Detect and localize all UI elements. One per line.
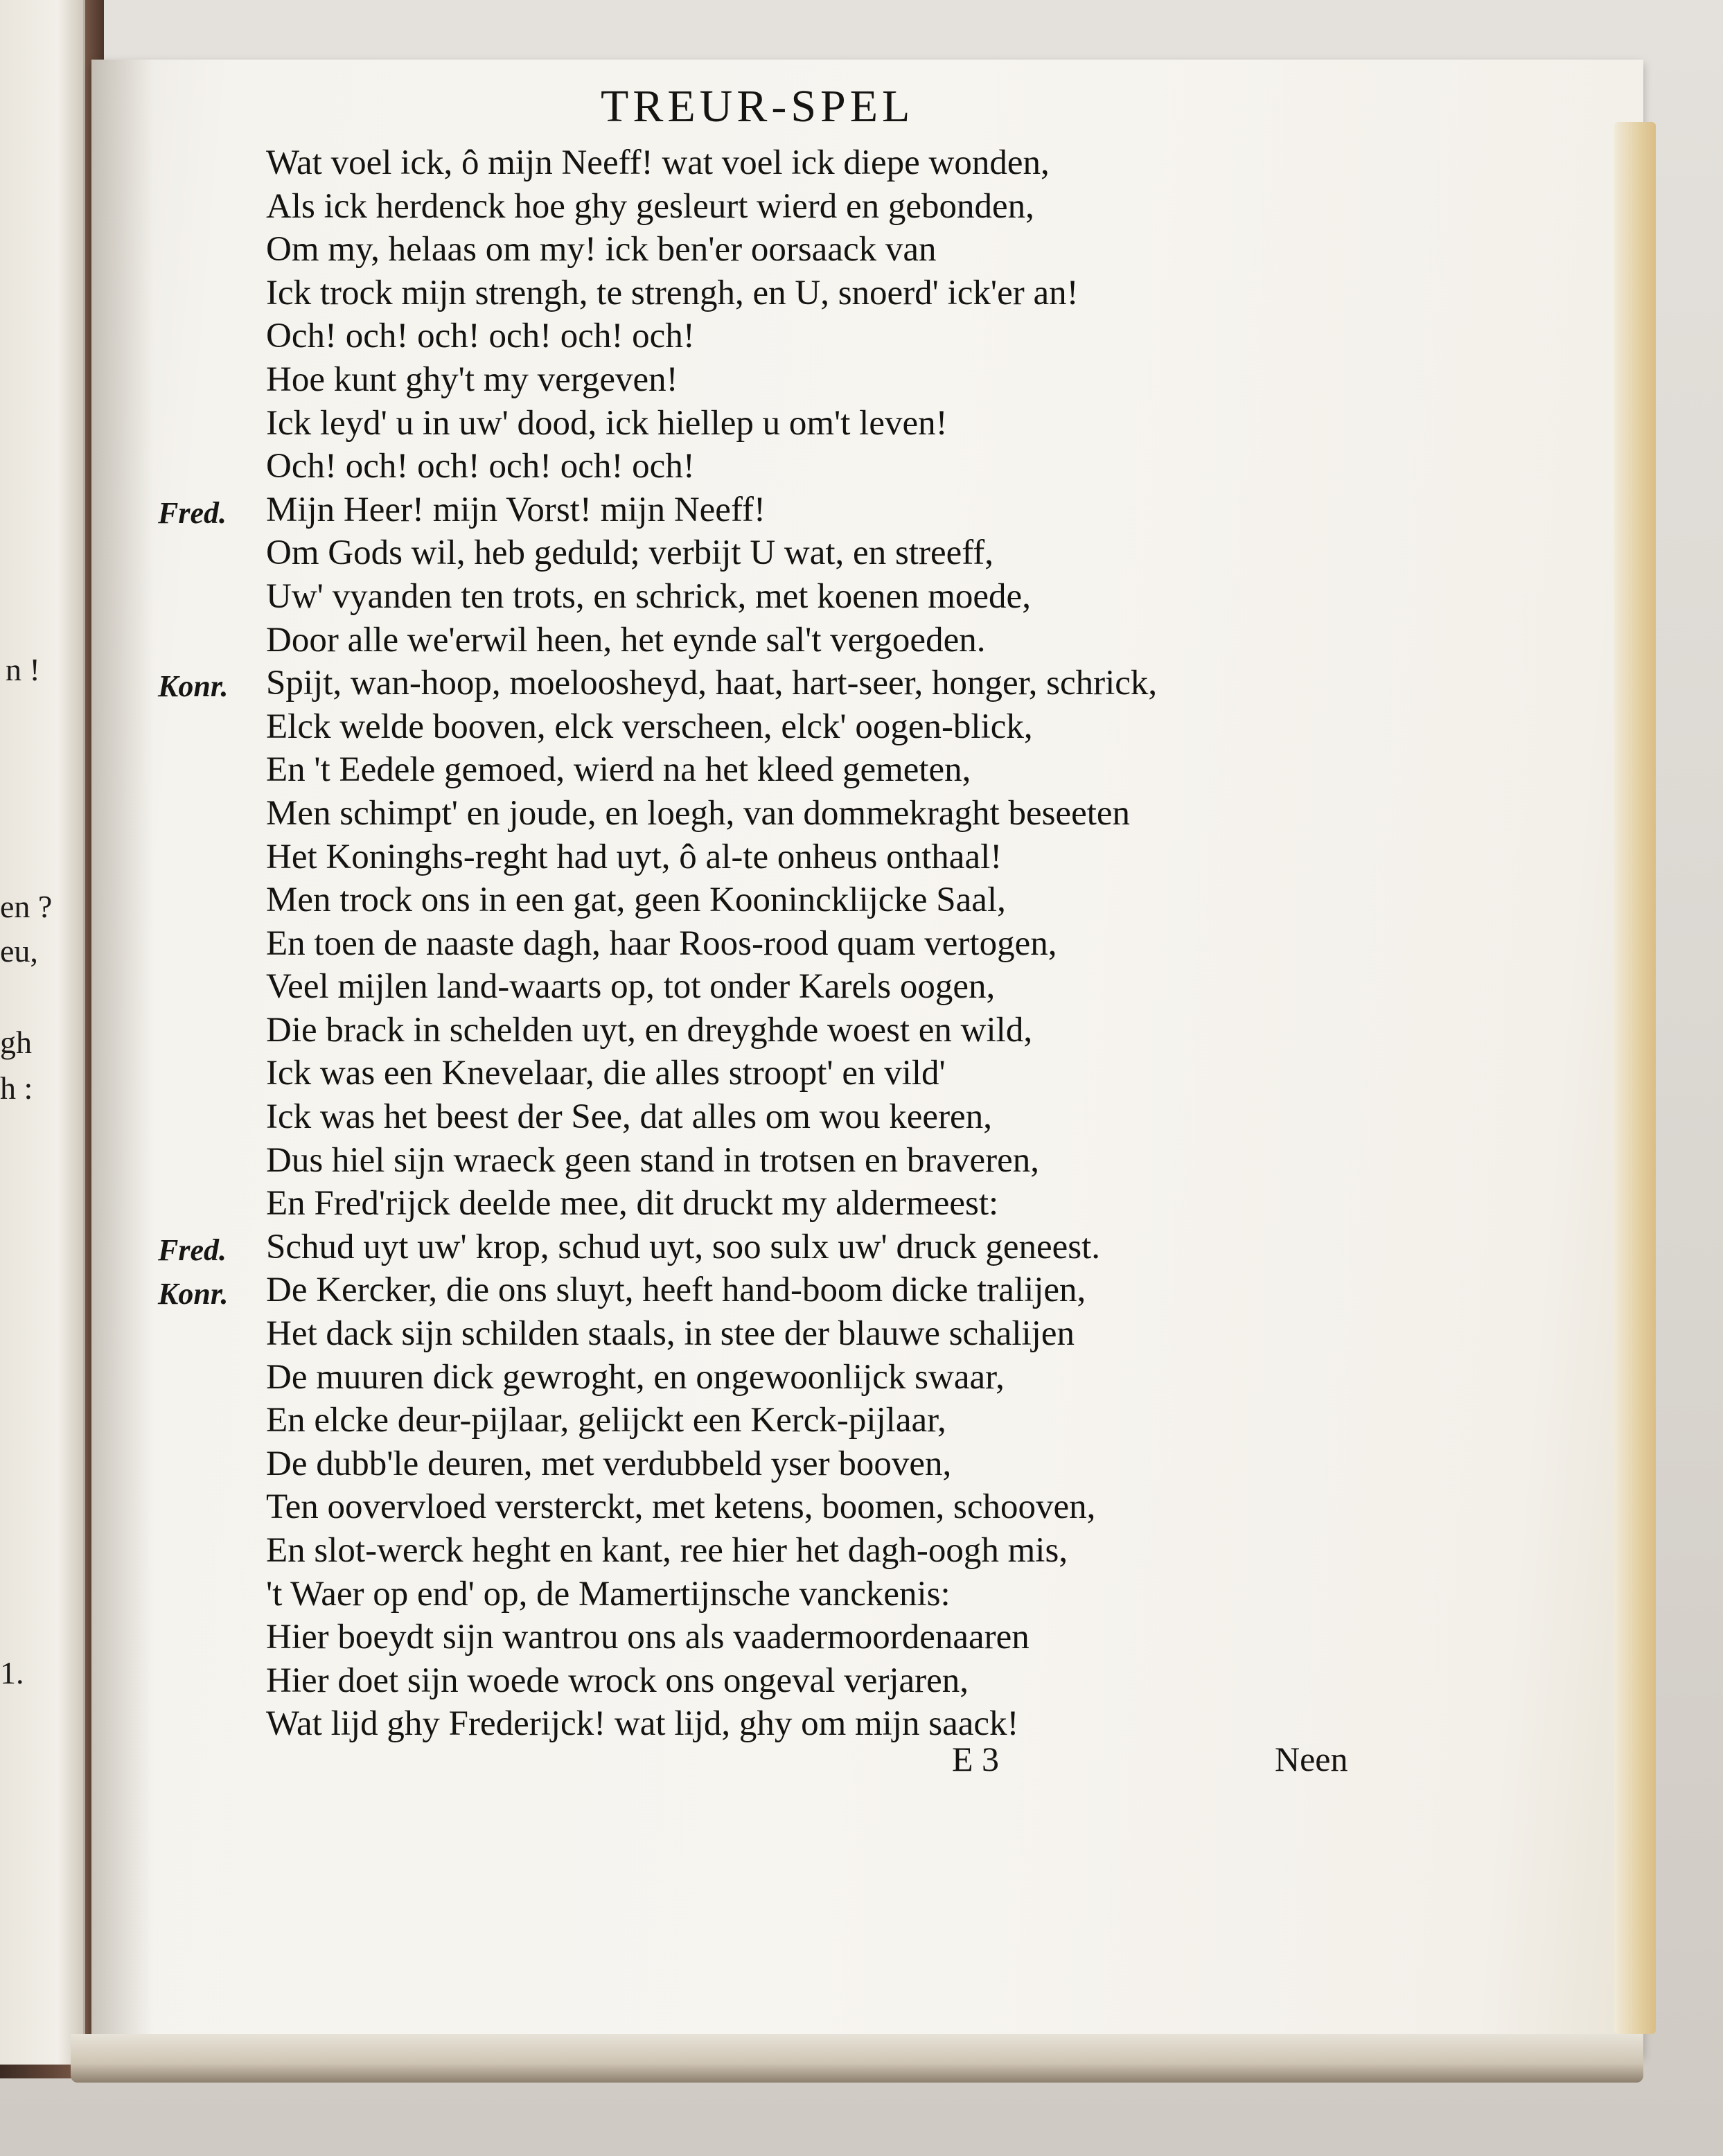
verse-line: Men trock ons in een gat, geen Koonincklijcke Saal, — [266, 881, 1006, 920]
verse-line: En toen de naaste dagh, haar Roos-rood quam vertogen, — [266, 924, 1057, 963]
verse-line: En 't Eedele gemoed, wierd na het kleed gemeten, — [266, 750, 971, 790]
verse-line: Die brack in schelden uyt, en dreyghde woest en wild, — [266, 1010, 1033, 1050]
running-head: TREUR-SPEL — [601, 81, 914, 132]
verse-line: Mijn Heer! mijn Vorst! mijn Neeff! — [266, 490, 766, 529]
book-page — [91, 60, 1643, 2055]
speaker-label: Fred. — [158, 495, 227, 530]
verse-line: Ten oovervloed versterckt, met ketens, boomen, schooven, — [266, 1487, 1096, 1527]
verse-line: De dubb'le deuren, met verdubbeld yser booven, — [266, 1444, 952, 1483]
verse-line: Ick was een Knevelaar, die alles stroopt' en vild' — [266, 1054, 946, 1093]
verse-line: Ick was het beest der See, dat alles om wou keeren, — [266, 1097, 992, 1137]
verse-line: Uw' vyanden ten trots, en schrick, met koenen moede, — [266, 576, 1031, 616]
verse-line: Dus hiel sijn wraeck geen stand in trotsen en braveren, — [266, 1140, 1039, 1180]
left-page-fragment: h : — [0, 1070, 33, 1106]
verse-line: Schud uyt uw' krop, schud uyt, soo sulx uw' druck geneest. — [266, 1227, 1101, 1266]
verse-line: 't Waer op end' op, de Mamertijnsche vanckenis: — [266, 1574, 951, 1614]
catchword: Neen — [1275, 1740, 1348, 1778]
verse-line: Hier boeydt sijn wantrou ons als vaadermoordenaaren — [266, 1618, 1030, 1657]
page-bottom-edge — [71, 2034, 1643, 2083]
verse-line: Ick leyd' u in uw' dood, ick hiellep u om't leven! — [266, 403, 948, 443]
verse-line: En slot-werck heght en kant, ree hier het dagh-oogh mis, — [266, 1531, 1068, 1570]
verse-block — [266, 141, 1157, 1746]
signature-mark: E 3 — [952, 1740, 1000, 1778]
verse-line: Het dack sijn schilden staals, in stee der blauwe schalijen — [266, 1314, 1075, 1354]
verse-line: Het Koninghs-reght had uyt, ô al-te onheus onthaal! — [266, 837, 1002, 876]
verse-line: Hoe kunt ghy't my vergeven! — [266, 360, 678, 399]
verse-line: Om Gods wil, heb geduld; verbijt U wat, en streeff, — [266, 533, 994, 573]
verse-line: Wat lijd ghy Frederijck! wat lijd, ghy om mijn saack! — [266, 1704, 1019, 1744]
left-page-fragment: en ? — [0, 889, 53, 924]
verse-line: Och! och! och! och! och! och! — [266, 317, 695, 356]
spine-shadow — [91, 60, 154, 2055]
left-facing-page — [0, 0, 85, 2065]
verse-line: Als ick herdenck hoe ghy gesleurt wierd en gebonden, — [266, 186, 1034, 226]
verse-line: En elcke deur-pijlaar, gelijckt een Kerck-pijlaar, — [266, 1401, 946, 1440]
left-page-fragment: n ! — [6, 652, 40, 687]
left-page-fragment: eu, — [0, 933, 38, 969]
verse-line: Men schimpt' en joude, en loegh, van dommekraght beseeten — [266, 793, 1131, 833]
speaker-label: Konr. — [158, 669, 229, 704]
page-aged-edge — [1614, 122, 1656, 2034]
verse-line: Ick trock mijn strengh, te strengh, en U, snoerd' ick'er an! — [266, 273, 1079, 312]
left-page-fragment: gh — [0, 1025, 32, 1060]
verse-line: Elck welde booven, elck verscheen, elck' oogen-blick, — [266, 707, 1033, 746]
verse-line: Om my, helaas om my! ick ben'er oorsaack van — [266, 230, 937, 270]
verse-line: De Kercker, die ons sluyt, heeft hand-boom dicke tralijen, — [266, 1271, 1086, 1310]
speaker-label: Konr. — [158, 1276, 229, 1311]
verse-line: Spijt, wan-hoop, moeloosheyd, haat, hart-seer, honger, schrick, — [266, 664, 1158, 703]
left-page-fragment: 1. — [0, 1655, 24, 1690]
verse-line: Hier doet sijn woede wrock ons ongeval verjaren, — [266, 1661, 969, 1700]
verse-line: En Fred'rijck deelde mee, dit druckt my aldermeest: — [266, 1184, 999, 1223]
verse-line: Och! och! och! och! och! och! — [266, 447, 695, 486]
verse-line: Wat voel ick, ô mijn Neeff! wat voel ick diepe wonden, — [266, 143, 1050, 182]
verse-line: De muuren dick gewroght, en ongewoonlijck swaar, — [266, 1357, 1005, 1397]
verse-line: Door alle we'erwil heen, het eynde sal't vergoeden. — [266, 620, 986, 660]
speaker-label: Fred. — [158, 1233, 227, 1267]
verse-line: Veel mijlen land-waarts op, tot onder Karels oogen, — [266, 967, 996, 1007]
